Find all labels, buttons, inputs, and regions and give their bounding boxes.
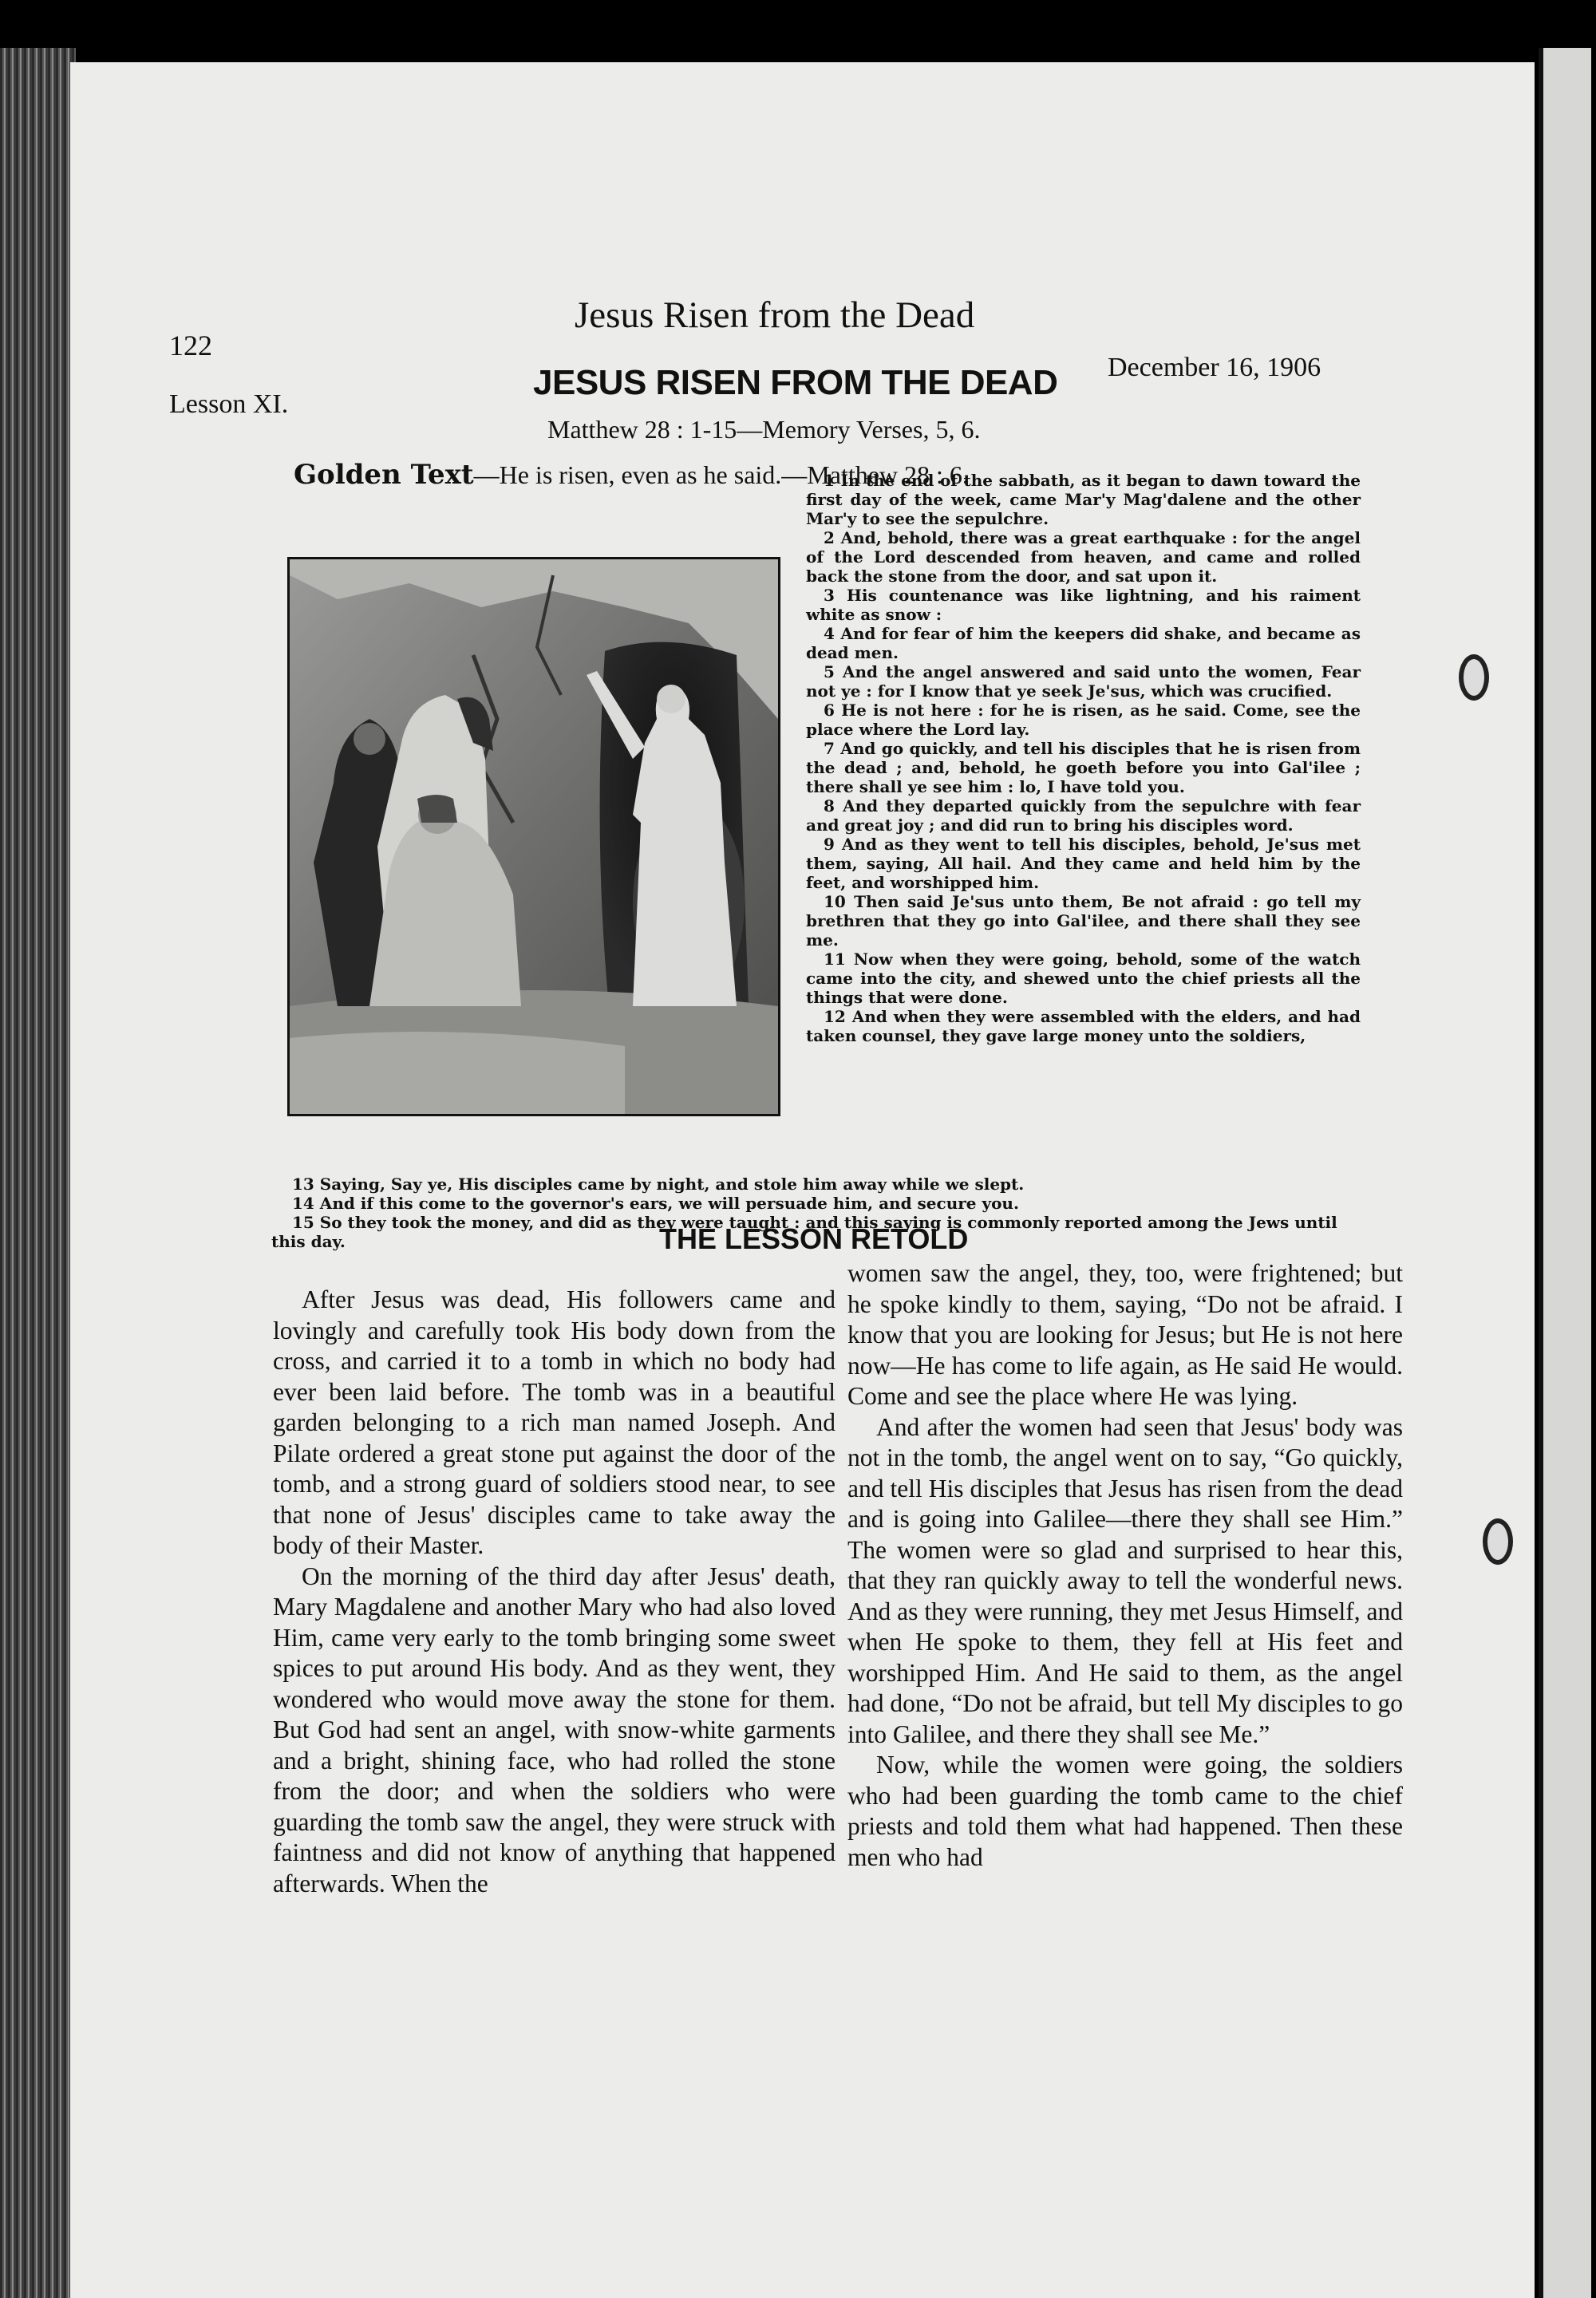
book-spine-edge [0, 48, 76, 2298]
next-page-edge [1539, 48, 1591, 2298]
verse: 3 His countenance was like lightning, and his raiment white as snow : [806, 586, 1361, 624]
verse: 11 Now when they were going, behold, some of the watch came into the city, and shewed unto the chief priests all the things that were done. [806, 950, 1361, 1007]
lesson-retold-heading: THE LESSON RETOLD [659, 1222, 969, 1255]
punch-hole [1459, 654, 1489, 701]
tomb-illustration [287, 557, 780, 1116]
paragraph: On the morning of the third day after Jesus' death, Mary Magdalene and another Mary who had also loved Him, came very early to the tomb bringing some sweet spices to put around His body. And as they went, they wondered who would move away the stone for them. But God had sent an angel, with snow-white garments and a bright, shining face, who had rolled the stone from the door; and when the soldiers who were guarding the tomb saw the angel, they were struck with faintness and did not know of anything that happened afterwards. When the [273, 1562, 836, 1897]
running-head: Jesus Risen from the Dead [575, 294, 975, 336]
retold-column-left [273, 1285, 836, 1899]
golden-text-label: Golden Text [294, 459, 474, 491]
verse: 5 And the angel answered and said unto the women, Fear not ye : for I know that ye seek Je'sus, which was crucified. [806, 662, 1361, 701]
verse: 12 And when they were assembled with the elders, and had taken counsel, they gave large money unto the soldiers, [806, 1007, 1361, 1045]
golden-text-body: —He is risen, even as he said.—Matthew 28 : 6. [473, 460, 969, 489]
verse: 1 In the end of the sabbath, as it began to dawn toward the first day of the week, came Mar'y Mag'dalene and the other Mar'y to see the sepulchre. [806, 471, 1361, 528]
verse: 7 And go quickly, and tell his disciples that he is risen from the dead ; and, behold, he goeth before you into Gal'ilee ; there shall ye see him : lo, I have told you. [806, 739, 1361, 796]
lesson-number: Lesson XI. [169, 389, 289, 419]
verse: 6 He is not here : for he is risen, as he said. Come, see the place where the Lord lay. [806, 701, 1361, 739]
retold-column-right [847, 1258, 1403, 1873]
lesson-title: JESUS RISEN FROM THE DEAD [533, 363, 1058, 402]
verse: 8 And they departed quickly from the sepulchre with fear and great joy ; and did run to bring his disciples word. [806, 796, 1361, 835]
page-number: 122 [169, 330, 212, 361]
paragraph: women saw the angel, they, too, were frightened; but he spoke kindly to them, saying, “Do not be afraid. I know that you are looking for Jesus; but He is not here now—He has come to life again, as He said He would. Come and see the place where He was lying. [847, 1259, 1403, 1410]
illustration-drawing [290, 559, 778, 1114]
verse: 13 Saying, Say ye, His disciples came by night, and stole him away while we slept. [292, 1175, 1025, 1194]
verse: 14 And if this come to the governor's ears, we will persuade him, and secure you. [292, 1194, 1019, 1213]
verse: 15 So they took the money, and did as they were taught : and this saying is commonly reported among the Jews until this day. [271, 1213, 1337, 1251]
verse: 9 And as they went to tell his disciples, behold, Je'sus met them, saying, All hail. And they came and held him by the feet, and worshipped him. [806, 835, 1361, 892]
verse: 10 Then said Je'sus unto them, Be not afraid : go tell my brethren that they go into Gal'ilee, and there shall they see me. [806, 892, 1361, 950]
paragraph: And after the women had seen that Jesus' body was not in the tomb, the angel went on to say, “Go quickly, and tell His disciples that Jesus has risen from the dead and is going into Galilee—there they shall see Him.” The women were so glad and surprised to hear this, that they ran quickly away to tell the wonderful news. And as they were running, they met Jesus Himself, and when He spoke to them, they fell at His feet and worshipped Him. And He said to them, as the angel had done, “Do not be afraid, but tell My disciples to go into Galilee, and there they shall see Me.” [847, 1412, 1403, 1748]
verse: 4 And for fear of him the keepers did shake, and became as dead men. [806, 624, 1361, 662]
paragraph: After Jesus was dead, His followers came and lovingly and carefully took His body down from the cross, and carried it to a tomb in which no body had ever been laid before. The tomb was in a beautiful garden belonging to a rich man named Joseph. And Pilate ordered a great stone put against the door of the tomb, and a strong guard of soldiers stood near, to see that none of Jesus' disciples came to take away the body of their Master. [273, 1285, 836, 1559]
scripture-reference: Matthew 28 : 1-15—Memory Verses, 5, 6. [547, 415, 981, 444]
lesson-date: December 16, 1906 [1108, 353, 1321, 382]
paragraph: Now, while the women were going, the soldiers who had been guarding the tomb came to the chief priests and told them what had happened. Then these men who had [847, 1751, 1403, 1871]
punch-hole [1483, 1518, 1513, 1565]
scripture-verses-narrow [806, 471, 1361, 1045]
verse: 2 And, behold, there was a great earthquake : for the angel of the Lord descended from heaven, and came and rolled back the stone from the door, and sat upon it. [806, 528, 1361, 586]
